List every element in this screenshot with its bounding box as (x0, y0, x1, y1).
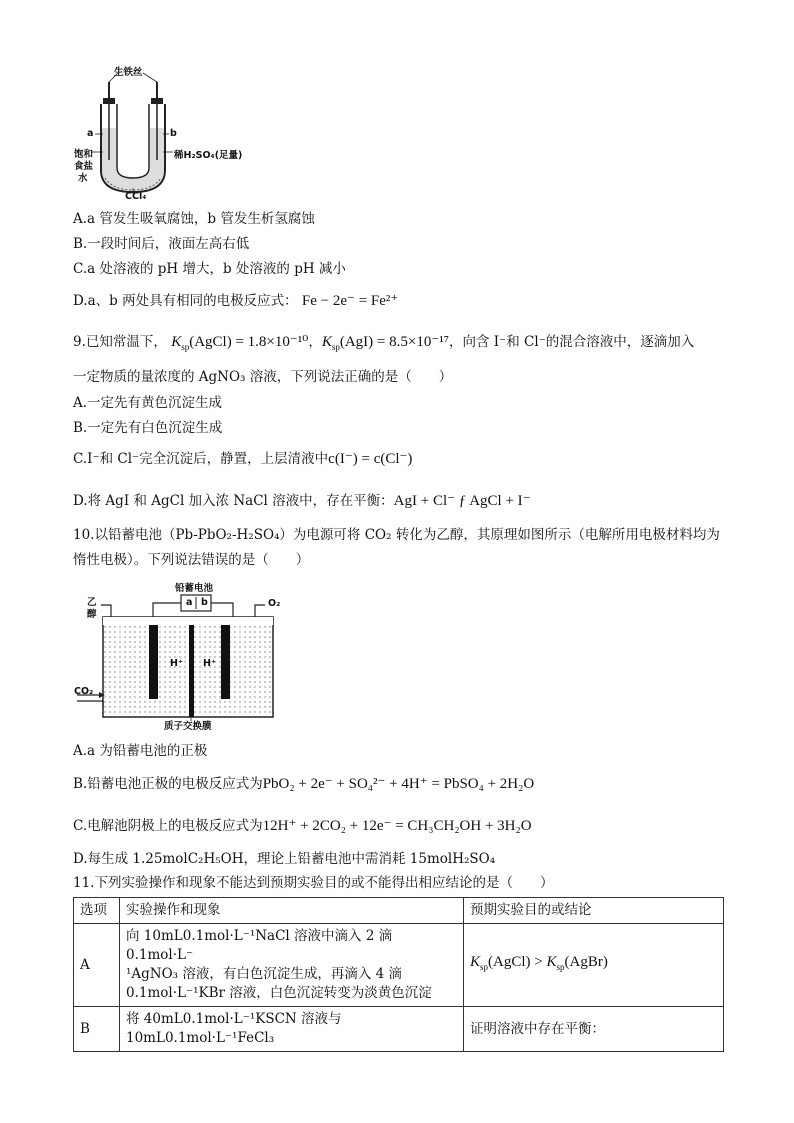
q8-option-d-equation: Fe − 2e⁻ = Fe²⁺ (301, 293, 399, 309)
header-option: 选项 (74, 898, 120, 924)
table-row (74, 1007, 724, 1052)
fig2-battery-label: 铅蓄电池 (175, 583, 214, 594)
row-a-conclusion-eq: $K_{sp}(AgCl)$ > $K_{sp}(AgBr)$ (470, 954, 608, 972)
q9-stem-pre: 9.已知常温下， (73, 334, 167, 350)
q10-option-b-equation: PbO₂ + 2e⁻ + SO₄²⁻ + 4H⁺ = PbSO₄ + 2H₂O (262, 776, 535, 792)
q10-option-a: A.a 为铅蓄电池的正极 (73, 743, 208, 759)
fig1-label-left-2: 食盐 (74, 161, 94, 172)
q10-option-b-text: B.铅蓄电池正极的电极反应式为 (73, 776, 263, 792)
row-a-operation (120, 924, 464, 1007)
fig2-ethanol-2: 醇 (87, 609, 97, 620)
table-header-row (74, 898, 724, 924)
q8-option-d (73, 291, 398, 311)
q9-option-b: B.一定先有白色沉淀生成 (73, 420, 223, 436)
row-a-op-line3: ¹AgNO₃ 溶液，有白色沉淀生成，再滴入 4 滴 (126, 966, 403, 982)
header-conclusion: 预期实验目的或结论 (464, 898, 724, 924)
fig1-label-b: b (170, 128, 177, 139)
q8-option-a: A.a 管发生吸氧腐蚀，b 管发生析氢腐蚀 (73, 211, 315, 227)
q8-option-c: C.a 处溶液的 pH 增大，b 处溶液的 pH 减小 (73, 261, 346, 277)
fig2-h-plus-2: H⁺ (203, 658, 216, 669)
q9-stem-line1: 9.已知常温下， $K_{sp}(AgCl) = 1.8\times 10^{-10}$，$K_{sp}(AgI) = 8.5\times 10^{-17}$，向含 I⁻和 Cl⁻的混合溶液中，逐滴加入 (73, 334, 695, 352)
q11-table (73, 897, 724, 1052)
row-a-op-line4: 0.1mol·L⁻¹KBr 溶液，白色沉淀转变为淡黄色沉淀 (126, 985, 432, 1001)
fig2-o2: O₂ (268, 598, 281, 609)
electrolysis-figure (73, 575, 283, 735)
q9-option-c (73, 449, 412, 469)
q9-stem-post: ，向含 I⁻和 Cl⁻的混合溶液中，逐滴加入 (448, 334, 695, 350)
q9-option-d-equation: AgI + Cl⁻ ƒ AgCl + I⁻ (393, 493, 531, 509)
fig2-terminal-b: b (201, 597, 208, 608)
q10-stem-line1: 10.以铅蓄电池（Pb-PbO₂-H₂SO₄）为电源可将 CO₂ 转化为乙醇，其原理如图所示（电解所用电极材料均为 (73, 527, 720, 543)
q9-option-d-text: D.将 AgI 和 AgCl 加入浓 NaCl 溶液中，存在平衡： (73, 493, 394, 509)
q11-stem: 11.下列实验操作和现象不能达到预期实验目的或不能得出相应结论的是（ ） (73, 875, 554, 891)
fig1-label-wire: 生铁丝 (114, 67, 143, 78)
row-b-conclusion: 证明溶液中存在平衡： (464, 1007, 724, 1052)
q9-option-d (73, 491, 531, 511)
fig1-label-left-3: 水 (78, 173, 88, 184)
fig2-h-plus-1: H⁺ (170, 658, 183, 669)
q10-option-c-equation: 12H⁺ + 2CO₂ + 12e⁻ = CH₃CH₂OH + 3H₂O (262, 818, 532, 834)
fig1-label-left-1: 饱和 (74, 149, 94, 160)
q10-option-b (73, 774, 534, 794)
fig2-ethanol-1: 乙 (87, 597, 97, 608)
q10-stem-line2: 惰性电极）。下列说法错误的是（ ） (73, 552, 310, 568)
fig1-label-right: 稀H₂SO₄(足量) (174, 150, 243, 161)
q9-option-a: A.一定先有黄色沉淀生成 (73, 395, 223, 411)
q10-option-c-text: C.电解池阴极上的电极反应式为 (73, 818, 263, 834)
fig1-label-bottom: CCl₄ (125, 191, 147, 202)
row-b-option: B (74, 1007, 120, 1052)
header-operation: 实验操作和现象 (120, 898, 464, 924)
row-a-conclusion (464, 924, 724, 1007)
table-row (74, 924, 724, 1007)
row-a-op-line1: 向 10mL0.1mol·L⁻¹NaCl 溶液中滴入 2 滴 0.1mol·L⁻ (126, 928, 393, 963)
q9-ksp-agcl: (AgCl) = 1.8×10⁻¹⁰ (189, 334, 309, 350)
u-tube-figure (73, 60, 253, 205)
row-a-option: A (74, 924, 120, 1007)
q9-option-c-text: C.I⁻和 Cl⁻完全沉淀后，静置，上层清液中 (73, 451, 329, 467)
row-b-operation: 将 40mL0.1mol·L⁻¹KSCN 溶液与 10mL0.1mol·L⁻¹FeCl₃ (120, 1007, 464, 1052)
q9-stem-line2: 一定物质的量浓度的 AgNO₃ 溶液，下列说法正确的是（ ） (73, 369, 453, 385)
fig1-label-a: a (87, 128, 94, 139)
q10-option-c (73, 816, 532, 836)
q9-option-c-equation: c(I⁻) = c(Cl⁻) (328, 451, 413, 467)
q9-ksp-agi: (AgI) = 8.5×10⁻¹⁷ (339, 334, 449, 350)
q8-option-b: B.一段时间后，液面左高右低 (73, 236, 250, 252)
fig2-terminal-a: a (186, 597, 193, 608)
q10-option-d: D.每生成 1.25molC₂H₅OH，理论上铅蓄电池中需消耗 15molH₂SO₄ (73, 851, 496, 867)
fig2-membrane: 质子交换膜 (164, 721, 212, 732)
fig2-co2: CO₂ (74, 686, 94, 697)
q8-option-d-text: D.a、b 两处具有相同的电极反应式： (73, 293, 298, 309)
